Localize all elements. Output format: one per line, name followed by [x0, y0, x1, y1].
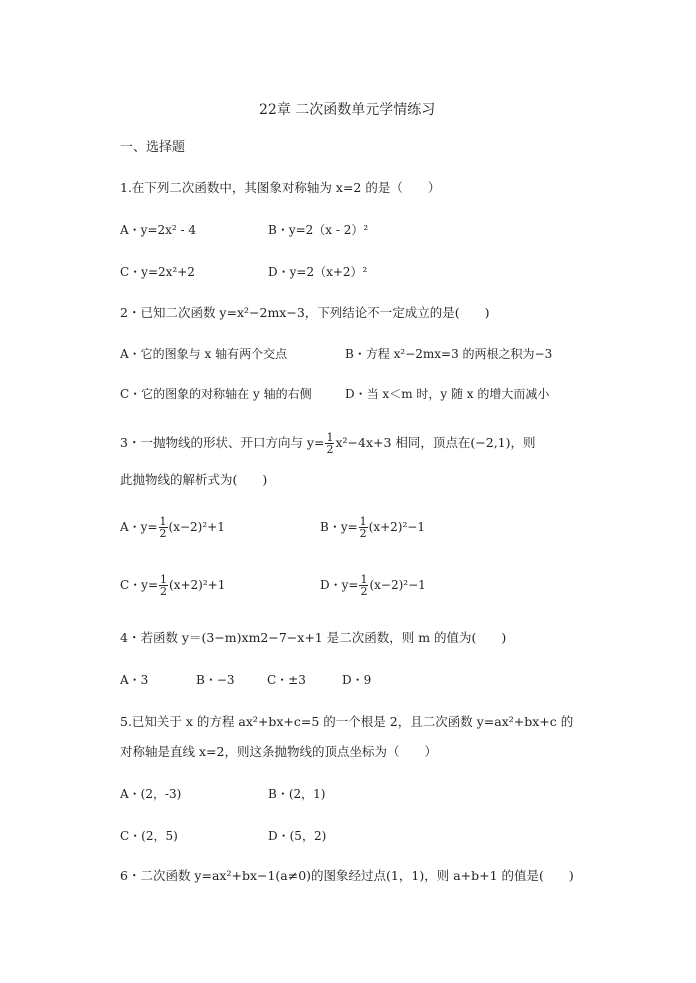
fraction-denominator: 2: [160, 585, 168, 598]
fraction-one-half: [359, 516, 368, 539]
q5-option-c: C・(2，5): [120, 829, 178, 843]
q3-option-d: [320, 574, 426, 597]
q2-option-d: D・当 x＜m 时，y 随 x 的增大而减小: [345, 387, 550, 401]
q2-option-c: C・它的图象的对称轴在 y 轴的右侧: [120, 387, 312, 401]
q5-option-b: B・(2，1): [268, 787, 326, 801]
fraction-denominator: 2: [159, 527, 167, 540]
q2-option-a: A・它的图象与 x 轴有两个交点: [120, 347, 288, 361]
fraction-one-half: [159, 516, 168, 539]
q3-stem-post: x²−4x+3 相同，顶点在(−2,1)，则: [335, 435, 536, 450]
q1-option-a: A・y=2x² - 4: [120, 223, 197, 237]
question-2-stem: 2・已知二次函数 y=x²−2mx−3，下列结论不一定成立的是( ): [120, 305, 490, 320]
q4-option-a: A・3: [120, 673, 149, 687]
q3-b-expression: (x+2)²−1: [368, 520, 425, 534]
q1-option-d: D・y=2（x+2）²: [268, 265, 368, 279]
fraction-numerator: 1: [159, 515, 167, 528]
q3-a-prefix: A・y=: [120, 520, 158, 534]
q3-option-b: [320, 516, 425, 539]
question-1-stem: 1.在下列二次函数中，其图象对称轴为 x=2 的是（ ）: [120, 180, 441, 195]
q3-d-expression: (x−2)²−1: [369, 578, 426, 592]
q3-c-prefix: C・y=: [120, 578, 159, 592]
q5-option-d: D・(5，2): [268, 829, 327, 843]
fraction-numerator: 1: [359, 515, 367, 528]
fraction-numerator: 1: [160, 573, 168, 586]
question-4-stem: 4・若函数 y＝(3−m)xm2−7−x+1 是二次函数，则 m 的值为( ): [120, 630, 507, 645]
question-5-stem-line2: 对称轴是直线 x=2，则这条抛物线的顶点坐标为（ ）: [120, 744, 437, 759]
fraction-numerator: 1: [326, 431, 334, 444]
fraction-denominator: 2: [326, 443, 334, 456]
question-3-stem: [120, 432, 536, 455]
question-6-stem: 6・二次函数 y=ax²+bx−1(a≠0)的图象经过点(1，1)，则 a+b+1 的值是( ): [120, 868, 574, 883]
q2-option-b: B・方程 x²−2mx=3 的两根之积为−3: [345, 347, 553, 361]
fraction-denominator: 2: [360, 585, 368, 598]
fraction-one-half: [159, 574, 168, 597]
fraction-numerator: 1: [360, 573, 368, 586]
q3-a-expression: (x−2)²+1: [168, 520, 225, 534]
question-3-stem-line2: 此抛物线的解析式为( ): [120, 472, 268, 487]
q4-option-d: D・9: [342, 673, 372, 687]
fraction-one-half: [325, 432, 334, 455]
q3-d-prefix: D・y=: [320, 578, 359, 592]
q1-option-c: C・y=2x²+2: [120, 265, 195, 279]
fraction-denominator: 2: [359, 527, 367, 540]
q5-option-a: A・(2，-3): [120, 787, 182, 801]
q1-option-b: B・y=2（x - 2）²: [268, 223, 369, 237]
q3-c-expression: (x+2)²+1: [169, 578, 226, 592]
q4-option-c: C・±3: [267, 673, 306, 687]
q3-b-prefix: B・y=: [320, 520, 358, 534]
question-5-stem: 5.已知关于 x 的方程 ax²+bx+c=5 的一个根是 2，且二次函数 y=ax²+bx+c 的: [120, 714, 574, 729]
q4-option-b: B・−3: [196, 673, 235, 687]
q3-option-a: [120, 516, 225, 539]
q3-stem-pre: 3・一抛物线的形状、开口方向与 y=: [120, 435, 325, 450]
page-title: 22章 二次函数单元学情练习: [259, 102, 436, 118]
fraction-one-half: [359, 574, 368, 597]
section-heading: 一、选择题: [120, 140, 186, 155]
q3-option-c: [120, 574, 225, 597]
